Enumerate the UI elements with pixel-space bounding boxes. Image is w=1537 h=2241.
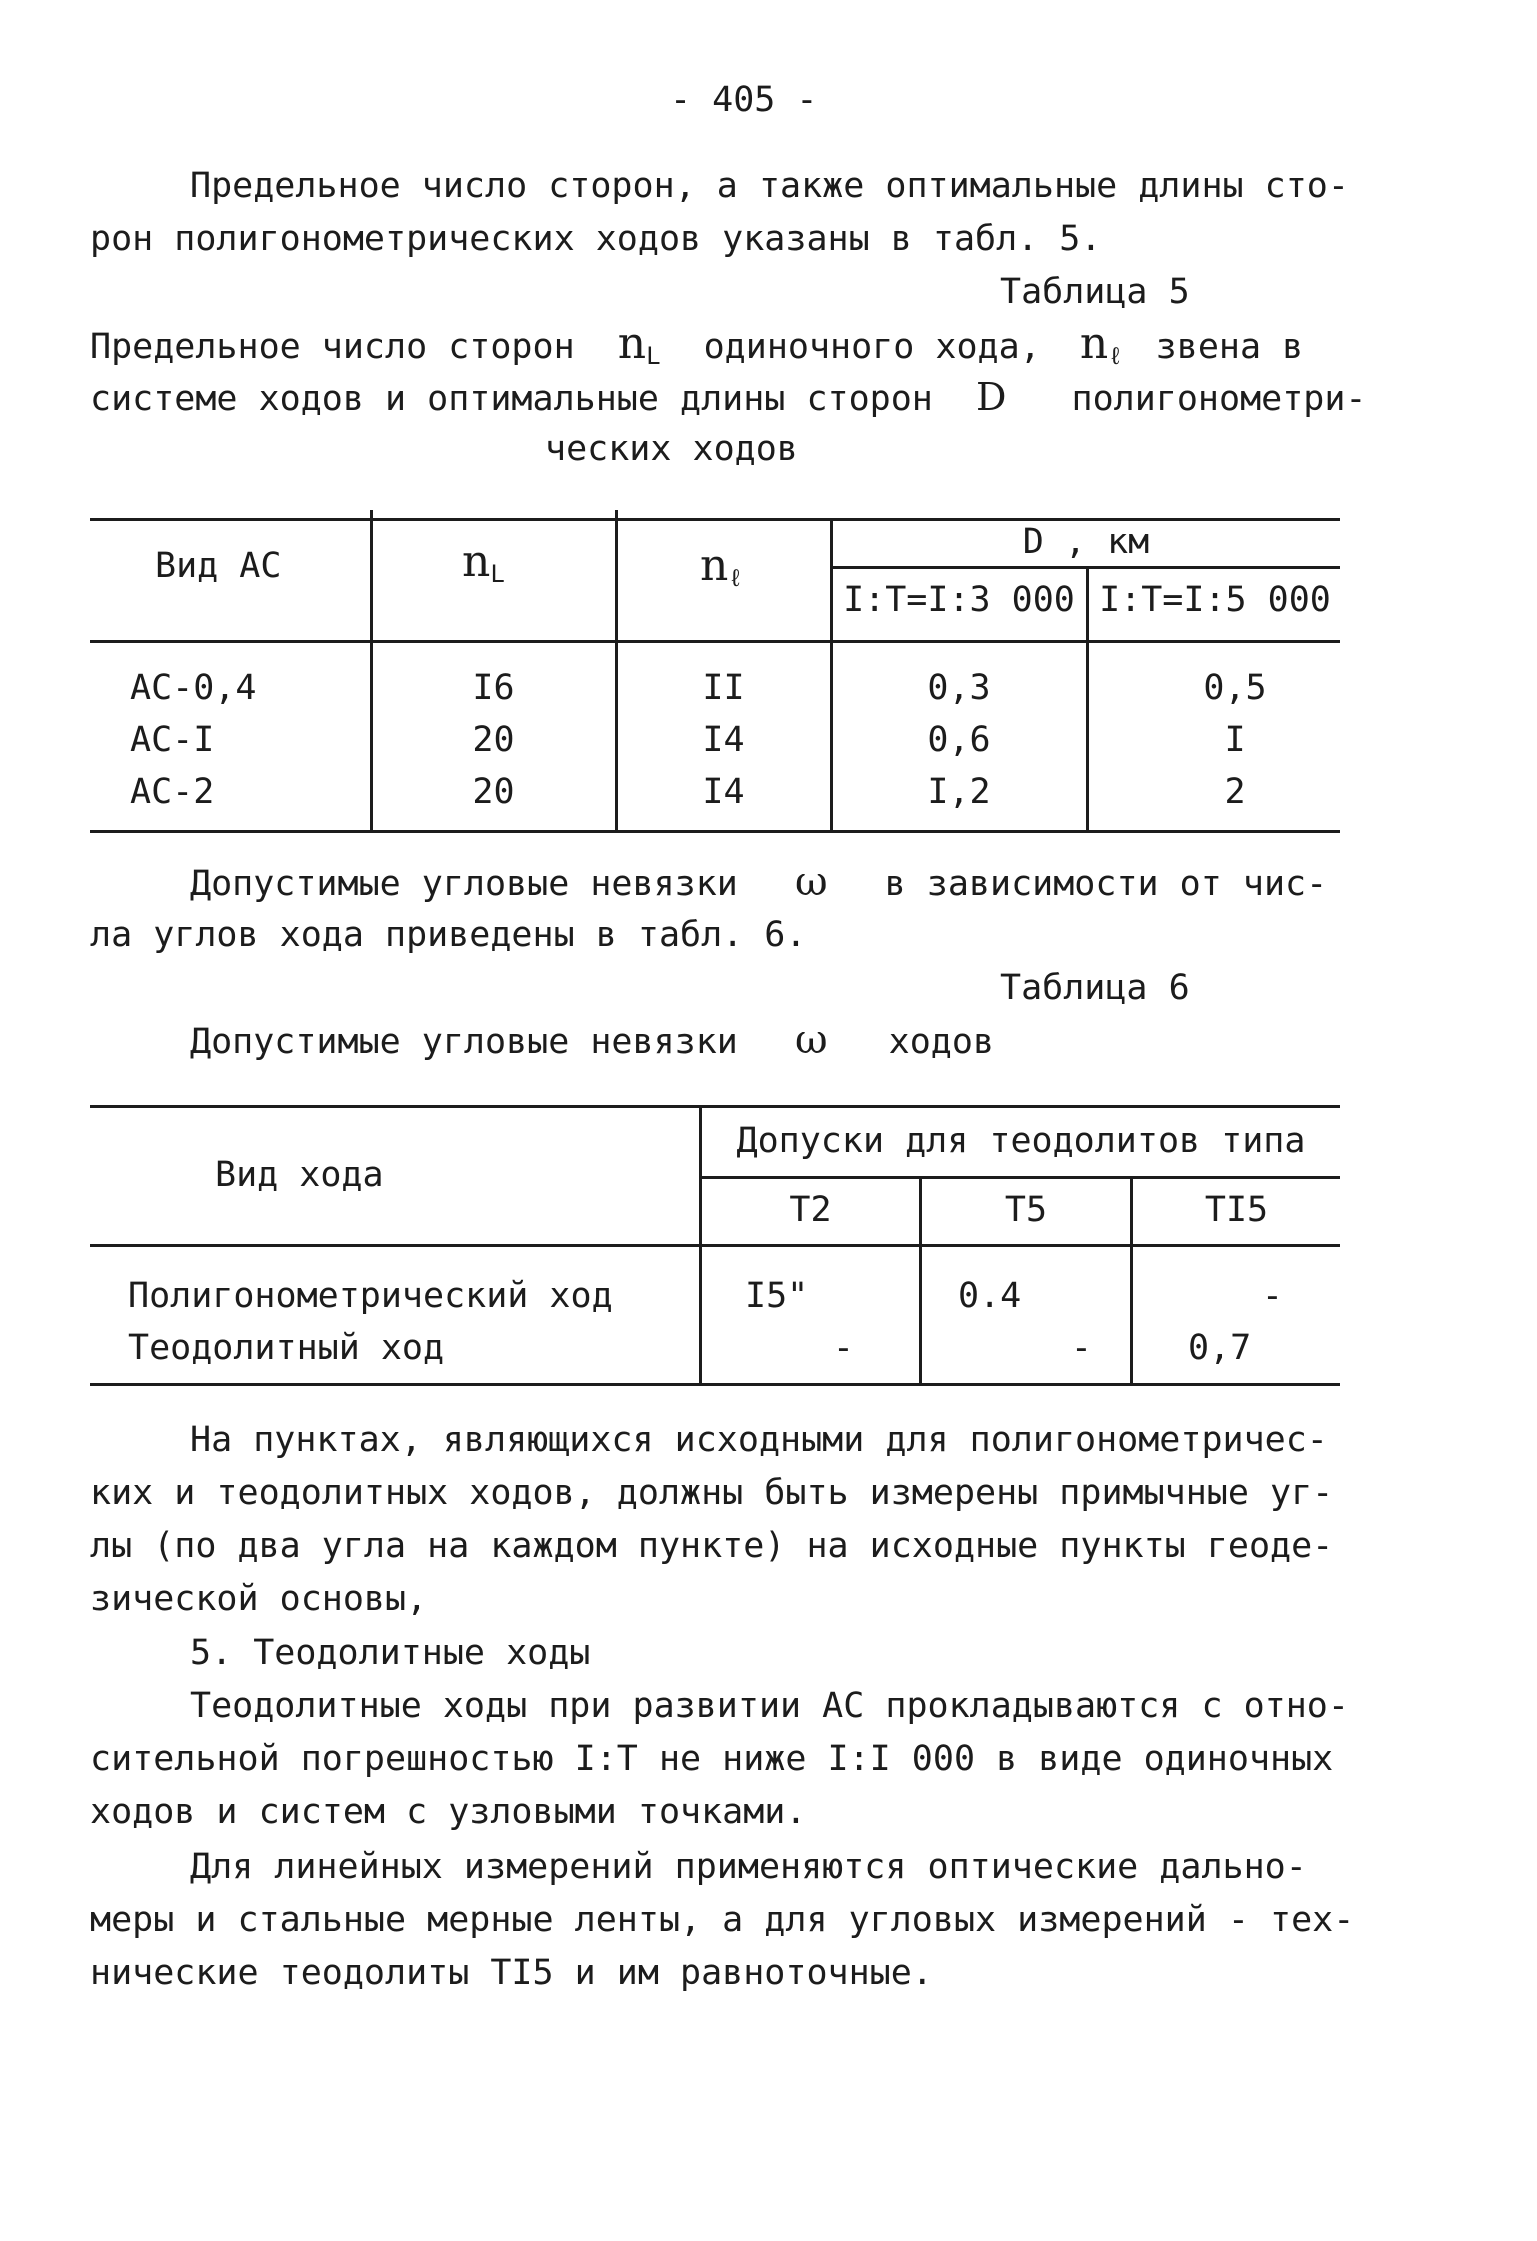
text-line: ких и теодолитных ходов, должны быть измерены примычные уг- [90,1473,1334,1513]
table-rule [90,640,1340,643]
text: в зависимости от чис- [884,864,1328,904]
table-cell: I4 [702,772,745,812]
table-cell: - [832,1328,854,1368]
section-title: 5. Теодолитные ходы [190,1633,591,1673]
table-rule [1086,566,1089,832]
d-symbol: D [975,375,1007,419]
header-d: D , км [1022,522,1150,562]
header-t5: Т5 [1004,1190,1048,1230]
text: Допустимые угловые невязки [190,1022,738,1062]
caption-text: одиночного хода, [703,327,1041,367]
measurement-paragraph [90,1841,1360,2000]
text-line: меры и стальные мерные ленты, а для угловых измерений - тех- [90,1900,1355,1940]
mid-paragraph-line1 [190,856,1327,910]
text-line: На пунктах, являющихся исходными для полигонометричес- [190,1420,1328,1460]
table-cell: - [1070,1328,1092,1368]
intro-paragraph [90,160,1360,266]
text-line: рон полигонометрических ходов указаны в табл. 5. [90,219,1102,259]
text: Допустимые угловые невязки [190,864,738,904]
omega-symbol: ω [794,859,828,905]
header-nl: $n_\ell$ [700,540,743,592]
table-cell: 0,5 [1203,668,1267,708]
header-route-type: Вид хода [215,1155,384,1195]
text-line: Предельное число сторон, а также оптимальные длины сто- [190,166,1349,206]
header-t2: Т2 [789,1190,832,1230]
table-cell: 20 [472,720,515,760]
table-cell: АС-0,4 [130,668,257,708]
caption-text: Предельное число сторон [90,327,575,367]
table-cell: I4 [702,720,745,760]
table-cell: - [1261,1276,1283,1316]
n-symbol: $n_L$ [617,318,661,370]
table-cell: I6 [472,668,515,708]
header-scale2: I:T=I:5 000 [1099,580,1331,620]
table-rule [90,830,1340,833]
column-d1 [832,662,1086,818]
caption-text: звена в [1155,327,1304,367]
text-line: Теодолитные ходы при развитии АС прокладываются с отно- [190,1686,1349,1726]
table5-caption-line3: ческих ходов [545,429,798,469]
column-route-type [128,1270,613,1374]
header-type: Вид АС [155,546,282,586]
table-rule [90,1105,1340,1108]
table6-caption [190,1014,994,1068]
theodolite-paragraph [90,1680,1360,1839]
mid-paragraph-line2: ла углов хода приведены в табл. 6. [90,915,807,955]
table-rule [90,1383,1340,1386]
table-cell: 20 [472,772,515,812]
table-cell: Полигонометрический ход [128,1276,613,1316]
text-line: лы (по два угла на каждом пункте) на исходные пункты геоде- [90,1526,1334,1566]
table6-label: Таблица 6 [1000,968,1190,1008]
text-line: сительной погрешностью I:T не ниже I:I 000 в виде одиночных [90,1739,1334,1779]
table5-caption-line2 [90,371,1367,425]
caption-text: полигонометри- [1071,379,1367,419]
table-rule [90,1244,1340,1247]
text-line: зической основы, [90,1579,428,1619]
table-cell: 2 [1224,772,1246,812]
text-line: ходов и систем с узловыми точками. [90,1792,807,1832]
table-cell: I5" [745,1276,809,1316]
header-nL: $n_L$ [462,536,505,588]
column-d2 [1130,662,1340,818]
table-cell: 0,6 [927,720,991,760]
header-tolerance-group: Допуски для теодолитов типа [736,1121,1306,1161]
column-nL [372,662,615,818]
text: ходов [888,1022,995,1062]
table-cell: Теодолитный ход [128,1328,445,1368]
table-cell: 0.4 [958,1276,1022,1316]
table-cell: II [702,668,745,708]
omega-symbol: ω [794,1017,828,1063]
text-line: Для линейных измерений применяются оптические дально- [190,1847,1307,1887]
header-scale1: I:T=I:3 000 [843,580,1075,620]
n-symbol: $n_\ell$ [1079,318,1123,370]
table-cell: I [1224,720,1246,760]
header-t15: ТI5 [1204,1190,1269,1230]
points-paragraph [90,1414,1360,1626]
table-rule [702,1176,1340,1179]
table-cell: 0,3 [927,668,991,708]
text-line: нические теодолиты ТI5 и им равноточные. [90,1953,933,1993]
table-cell: 0,7 [1188,1328,1252,1368]
caption-text: системе ходов и оптимальные длины сторон [90,379,933,419]
table-cell: АС-2 [130,772,215,812]
column-type [130,662,256,818]
table-cell: АС-I [130,720,215,760]
table-cell: I,2 [927,772,991,812]
table5-label: Таблица 5 [1000,272,1190,312]
page-number: - 405 - [670,80,818,120]
column-nl [617,662,830,818]
